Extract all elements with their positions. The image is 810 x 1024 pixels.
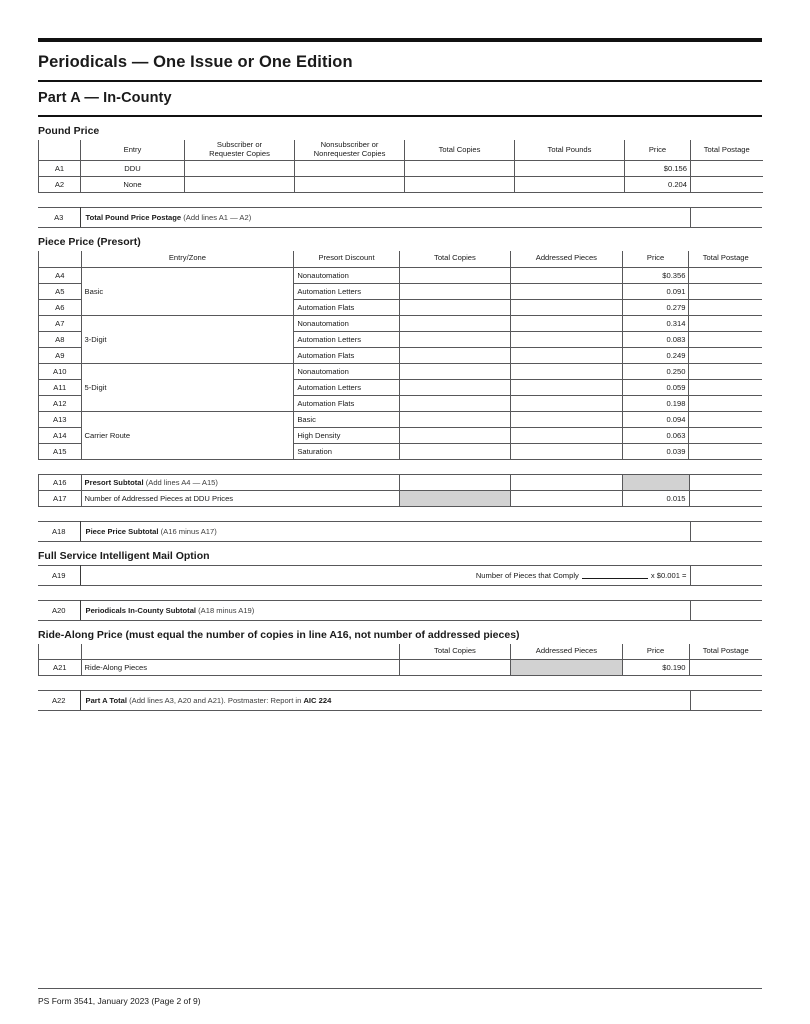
col-total-copies: Total Copies: [399, 644, 510, 660]
title-underrule: [38, 80, 762, 82]
line-number-a11: A11: [39, 379, 82, 395]
presort-discount-a9: Automation Flats: [294, 347, 399, 363]
label-a3-bold: Total Pound Price Postage: [85, 213, 182, 223]
col-description: [81, 644, 399, 660]
col-line-number: [39, 644, 82, 660]
field-total-copies-a15[interactable]: [399, 443, 510, 459]
presort-discount-a5: Automation Letters: [294, 283, 399, 299]
line-number-a2: A2: [39, 177, 81, 193]
col-presort-discount: Presort Discount: [294, 251, 399, 267]
price-a13: 0.094: [622, 411, 689, 427]
field-total-copies-a16[interactable]: [399, 474, 510, 490]
presort-discount-a14: High Density: [294, 427, 399, 443]
line-number-a15: A15: [39, 443, 82, 459]
field-total-pounds-a1[interactable]: [515, 161, 625, 177]
entry-a1: DDU: [81, 161, 185, 177]
price-a12: 0.198: [622, 395, 689, 411]
field-total-copies-a11[interactable]: [399, 379, 510, 395]
col-price: Price: [625, 140, 691, 160]
label-a18-rest: (A16 minus A17): [158, 526, 217, 536]
field-addressed-pieces-a9[interactable]: [511, 347, 622, 363]
col-price: Price: [622, 644, 689, 660]
table-row: [39, 363, 763, 379]
label-a16: [81, 474, 399, 490]
top-rule: [38, 38, 762, 42]
table-row-a21: [39, 660, 763, 676]
field-total-postage-a11[interactable]: [689, 379, 762, 395]
price-a14: 0.063: [622, 427, 689, 443]
price-a1: $0.156: [625, 161, 691, 177]
col-subscriber-line2: Requester Copies: [209, 149, 270, 159]
field-total-postage-a15[interactable]: [689, 443, 762, 459]
field-subscriber-copies-a1[interactable]: [185, 161, 295, 177]
line-number-a8: A8: [39, 331, 82, 347]
field-addressed-pieces-a11[interactable]: [511, 379, 622, 395]
field-total-postage-a16[interactable]: [689, 474, 762, 490]
label-a16-bold: Presort Subtotal: [84, 477, 144, 487]
addressed-pieces-a21-shaded: [511, 660, 622, 676]
field-total-postage-a6[interactable]: [689, 299, 762, 315]
field-addressed-pieces-a10[interactable]: [511, 363, 622, 379]
field-total-postage-a20[interactable]: [690, 600, 762, 620]
table-row: [39, 267, 763, 283]
field-total-postage-a5[interactable]: [689, 283, 762, 299]
col-total-postage: Total Postage: [689, 251, 762, 267]
label-a22: [80, 691, 690, 711]
table-row: [39, 177, 763, 193]
full-service-table: [38, 565, 762, 586]
table-row: [39, 411, 763, 427]
label-a22-rest: (Add lines A3, A20 and A21). Postmaster: Report in: [127, 696, 304, 706]
field-total-copies-a1[interactable]: [405, 161, 515, 177]
page-footer: [38, 988, 762, 1006]
line-number-a13: A13: [39, 411, 82, 427]
label-a20-rest: (A18 minus A19): [196, 605, 255, 615]
price-a7: 0.314: [622, 315, 689, 331]
field-addressed-pieces-a4[interactable]: [511, 267, 622, 283]
price-a21: $0.190: [622, 660, 689, 676]
field-total-postage-a19[interactable]: [690, 565, 762, 585]
field-addressed-pieces-a13[interactable]: [511, 411, 622, 427]
table-row-a22: [38, 691, 762, 711]
field-total-postage-a10[interactable]: [689, 363, 762, 379]
field-total-postage-a13[interactable]: [689, 411, 762, 427]
field-total-postage-a17[interactable]: [689, 490, 762, 506]
field-addressed-pieces-a5[interactable]: [511, 283, 622, 299]
table-row-a18: [38, 521, 762, 541]
price-a9: 0.249: [622, 347, 689, 363]
table-row: [39, 315, 763, 331]
entry-zone-carrier-route: Carrier Route: [81, 411, 294, 459]
form-page: [38, 0, 762, 1024]
field-total-copies-a13[interactable]: [399, 411, 510, 427]
col-addressed-pieces: Addressed Pieces: [511, 644, 622, 660]
line-number-a22: A22: [38, 691, 80, 711]
field-total-postage-a8[interactable]: [689, 331, 762, 347]
table-header-row: [39, 644, 763, 660]
field-total-postage-a2[interactable]: [691, 177, 763, 193]
price-a10: 0.250: [622, 363, 689, 379]
line-number-a7: A7: [39, 315, 82, 331]
line-number-a5: A5: [39, 283, 82, 299]
line-number-a6: A6: [39, 299, 82, 315]
entry-zone-5digit: 5-Digit: [81, 363, 294, 411]
field-total-copies-a8[interactable]: [399, 331, 510, 347]
field-total-pounds-a2[interactable]: [515, 177, 625, 193]
col-total-pounds: Total Pounds: [515, 140, 625, 160]
presort-discount-a11: Automation Letters: [294, 379, 399, 395]
table-row-a19: [38, 565, 762, 585]
label-a16-rest: (Add lines A4 — A15): [143, 477, 218, 487]
col-nonsubscriber-line2: Nonrequester Copies: [313, 149, 386, 159]
comply-input-blank[interactable]: [582, 578, 648, 579]
presort-discount-a7: Nonautomation: [294, 315, 399, 331]
col-total-postage: Total Postage: [691, 140, 763, 160]
col-subscriber-copies: [185, 140, 295, 160]
field-total-postage-a22[interactable]: [690, 691, 762, 711]
field-total-copies-a7[interactable]: [399, 315, 510, 331]
entry-zone-3digit: 3-Digit: [81, 315, 294, 363]
price-a2: 0.204: [625, 177, 691, 193]
col-subscriber-line1: Subscriber or: [216, 140, 263, 150]
line-number-a20: A20: [38, 600, 80, 620]
field-nonsubscriber-copies-a2[interactable]: [295, 177, 405, 193]
comply-label: Number of Pieces that Comply: [475, 570, 579, 580]
col-total-copies: Total Copies: [399, 251, 510, 267]
field-total-copies-a5[interactable]: [399, 283, 510, 299]
field-nonsubscriber-copies-a1[interactable]: [295, 161, 405, 177]
part-title: Part A — In-County: [38, 90, 172, 107]
section-title-piece-price: Piece Price (Presort): [38, 236, 141, 249]
part-underrule: [38, 115, 762, 117]
col-total-copies: Total Copies: [405, 140, 515, 160]
presort-discount-a10: Nonautomation: [294, 363, 399, 379]
table-row-a16: [39, 474, 763, 490]
section-title-pound-price: Pound Price: [38, 125, 100, 138]
label-a20: [80, 600, 690, 620]
field-total-postage-a7[interactable]: [689, 315, 762, 331]
field-total-copies-a21[interactable]: [399, 660, 510, 676]
price-a4: $0.356: [622, 267, 689, 283]
in-county-subtotal-table: [38, 600, 762, 621]
field-addressed-pieces-a16[interactable]: [511, 474, 622, 490]
line-number-a21: A21: [39, 660, 82, 676]
field-total-copies-a14[interactable]: [399, 427, 510, 443]
field-total-postage-a21[interactable]: [689, 660, 762, 676]
table-row-a3: [38, 208, 762, 228]
presort-discount-a4: Nonautomation: [294, 267, 399, 283]
price-a16-shaded: [622, 474, 689, 490]
table-row: [39, 161, 763, 177]
section-title-ride-along: Ride-Along Price (must equal the number of copies in line A16, not number of addressed pieces): [38, 628, 520, 641]
presort-subtotal-table: [38, 474, 762, 507]
line-number-a1: A1: [39, 161, 81, 177]
line-number-a10: A10: [39, 363, 82, 379]
label-a20-bold: Periodicals In-County Subtotal: [85, 605, 197, 615]
price-a8: 0.083: [622, 331, 689, 347]
field-total-copies-a10[interactable]: [399, 363, 510, 379]
label-a21: Ride-Along Pieces: [81, 660, 399, 676]
presort-discount-a15: Saturation: [294, 443, 399, 459]
line-number-a19: A19: [38, 565, 80, 585]
field-total-copies-a4[interactable]: [399, 267, 510, 283]
page-title: Periodicals — One Issue or One Edition: [38, 53, 353, 71]
table-row-a17: [39, 490, 763, 506]
presort-discount-a8: Automation Letters: [294, 331, 399, 347]
line-number-a4: A4: [39, 267, 82, 283]
label-a3: [80, 208, 690, 228]
table-header-row: [39, 140, 763, 160]
part-a-total-table: [38, 690, 762, 711]
col-line-number: [39, 140, 81, 160]
section-title-full-service: Full Service Intelligent Mail Option: [38, 549, 210, 562]
line-number-a17: A17: [39, 490, 82, 506]
field-total-postage-a4[interactable]: [689, 267, 762, 283]
col-nonsubscriber-line1: Nonsubscriber or: [320, 140, 379, 150]
price-a11: 0.059: [622, 379, 689, 395]
table-row-a20: [38, 600, 762, 620]
line-number-a3: A3: [38, 208, 80, 228]
label-a18: [80, 521, 690, 541]
comply-multiplier: x $0.001 =: [650, 570, 687, 580]
field-total-copies-a6[interactable]: [399, 299, 510, 315]
col-entry-zone: Entry/Zone: [81, 251, 294, 267]
field-addressed-pieces-a8[interactable]: [511, 331, 622, 347]
line-number-a14: A14: [39, 427, 82, 443]
total-copies-a17-shaded: [399, 490, 510, 506]
footer-rule: [38, 988, 762, 989]
price-a6: 0.279: [622, 299, 689, 315]
field-total-postage-a3[interactable]: [690, 208, 762, 228]
label-a22-aic: AIC 224: [303, 696, 332, 706]
label-a17: Number of Addressed Pieces at DDU Prices: [81, 490, 399, 506]
col-price: Price: [622, 251, 689, 267]
field-total-postage-a18[interactable]: [690, 521, 762, 541]
line-number-a18: A18: [38, 521, 80, 541]
line-number-a12: A12: [39, 395, 82, 411]
field-total-postage-a14[interactable]: [689, 427, 762, 443]
field-addressed-pieces-a17[interactable]: [511, 490, 622, 506]
presort-discount-a6: Automation Flats: [294, 299, 399, 315]
footer-text: PS Form 3541, January 2023 (Page 2 of 9): [38, 996, 201, 1006]
field-total-copies-a12[interactable]: [399, 395, 510, 411]
field-total-postage-a9[interactable]: [689, 347, 762, 363]
price-a5: 0.091: [622, 283, 689, 299]
price-a17: 0.015: [622, 490, 689, 506]
field-total-copies-a9[interactable]: [399, 347, 510, 363]
col-addressed-pieces: Addressed Pieces: [511, 251, 622, 267]
piece-price-table: [38, 251, 762, 460]
col-entry: Entry: [81, 140, 185, 160]
entry-zone-basic: Basic: [81, 267, 294, 315]
presort-discount-a13: Basic: [294, 411, 399, 427]
field-addressed-pieces-a6[interactable]: [511, 299, 622, 315]
field-total-postage-a12[interactable]: [689, 395, 762, 411]
table-header-row: [39, 251, 763, 267]
field-addressed-pieces-a12[interactable]: [511, 395, 622, 411]
col-total-postage: Total Postage: [689, 644, 762, 660]
ride-along-table: [38, 644, 762, 677]
comply-cell-a19[interactable]: [80, 565, 690, 585]
col-line-number: [39, 251, 82, 267]
piece-subtotal-table: [38, 521, 762, 542]
field-addressed-pieces-a14[interactable]: [511, 427, 622, 443]
label-a18-bold: Piece Price Subtotal: [85, 526, 159, 536]
label-a22-bold: Part A Total: [85, 696, 127, 706]
line-number-a16: A16: [39, 474, 82, 490]
field-total-postage-a1[interactable]: [691, 161, 763, 177]
price-a15: 0.039: [622, 443, 689, 459]
entry-a2: None: [81, 177, 185, 193]
field-addressed-pieces-a15[interactable]: [511, 443, 622, 459]
presort-discount-a12: Automation Flats: [294, 395, 399, 411]
field-addressed-pieces-a7[interactable]: [511, 315, 622, 331]
pound-price-total-table: [38, 207, 762, 228]
label-a3-rest: (Add lines A1 — A2): [181, 213, 252, 223]
line-number-a9: A9: [39, 347, 82, 363]
pound-price-table: [38, 140, 763, 193]
col-nonsubscriber-copies: [295, 140, 405, 160]
field-total-copies-a2[interactable]: [405, 177, 515, 193]
field-subscriber-copies-a2[interactable]: [185, 177, 295, 193]
